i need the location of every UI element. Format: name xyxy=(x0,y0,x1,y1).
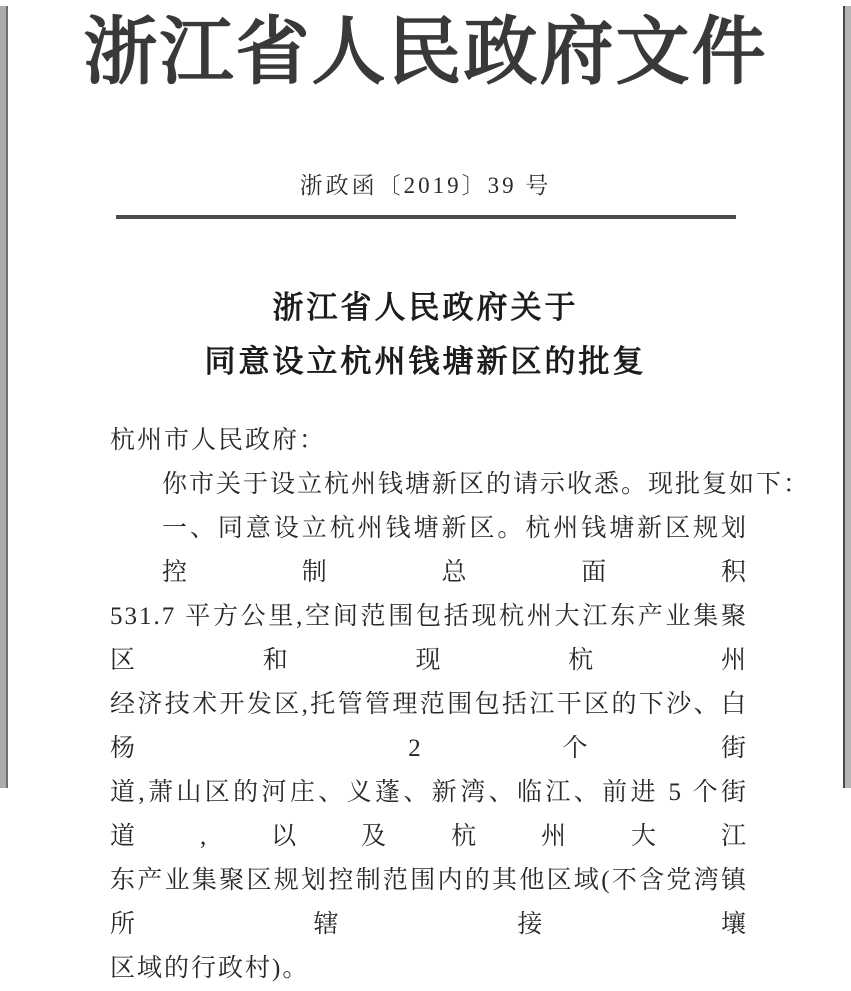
salutation-line: 杭州市人民政府： xyxy=(110,427,327,454)
document-page xyxy=(0,6,851,982)
body-line: 道,萧山区的河庄、义蓬、新湾、临江、前进 5 个街道,以及杭州大江 xyxy=(110,779,748,850)
document-title-line-2: 同意设立杭州钱塘新区的批复 xyxy=(204,344,647,379)
masthead-divider-rule xyxy=(116,215,736,219)
government-masthead: 浙江省人民政府文件 xyxy=(83,12,768,94)
body-line: 一、同意设立杭州钱塘新区。杭州钱塘新区规划控制总面积 xyxy=(162,515,748,586)
body-last-line: 区域的行政村)。 xyxy=(110,955,310,982)
scan-edge-left xyxy=(0,6,8,788)
body-line: 经济技术开发区,托管管理范围包括江干区的下沙、白杨 2 个街 xyxy=(110,691,748,762)
intro-line: 你市关于设立杭州钱塘新区的请示收悉。现批复如下： xyxy=(162,471,811,498)
document-body xyxy=(110,419,811,991)
document-title-line-1: 浙江省人民政府关于 xyxy=(272,290,579,325)
body-line: 东产业集聚区规划控制范围内的其他区域(不含党湾镇所辖接壤 xyxy=(110,867,748,938)
scan-edge-right xyxy=(843,6,851,788)
document-number: 浙政函〔2019〕39 号 xyxy=(299,173,552,198)
body-line: 531.7 平方公里,空间范围包括现杭州大江东产业集聚区和现杭州 xyxy=(110,603,748,674)
document-title xyxy=(0,281,851,389)
